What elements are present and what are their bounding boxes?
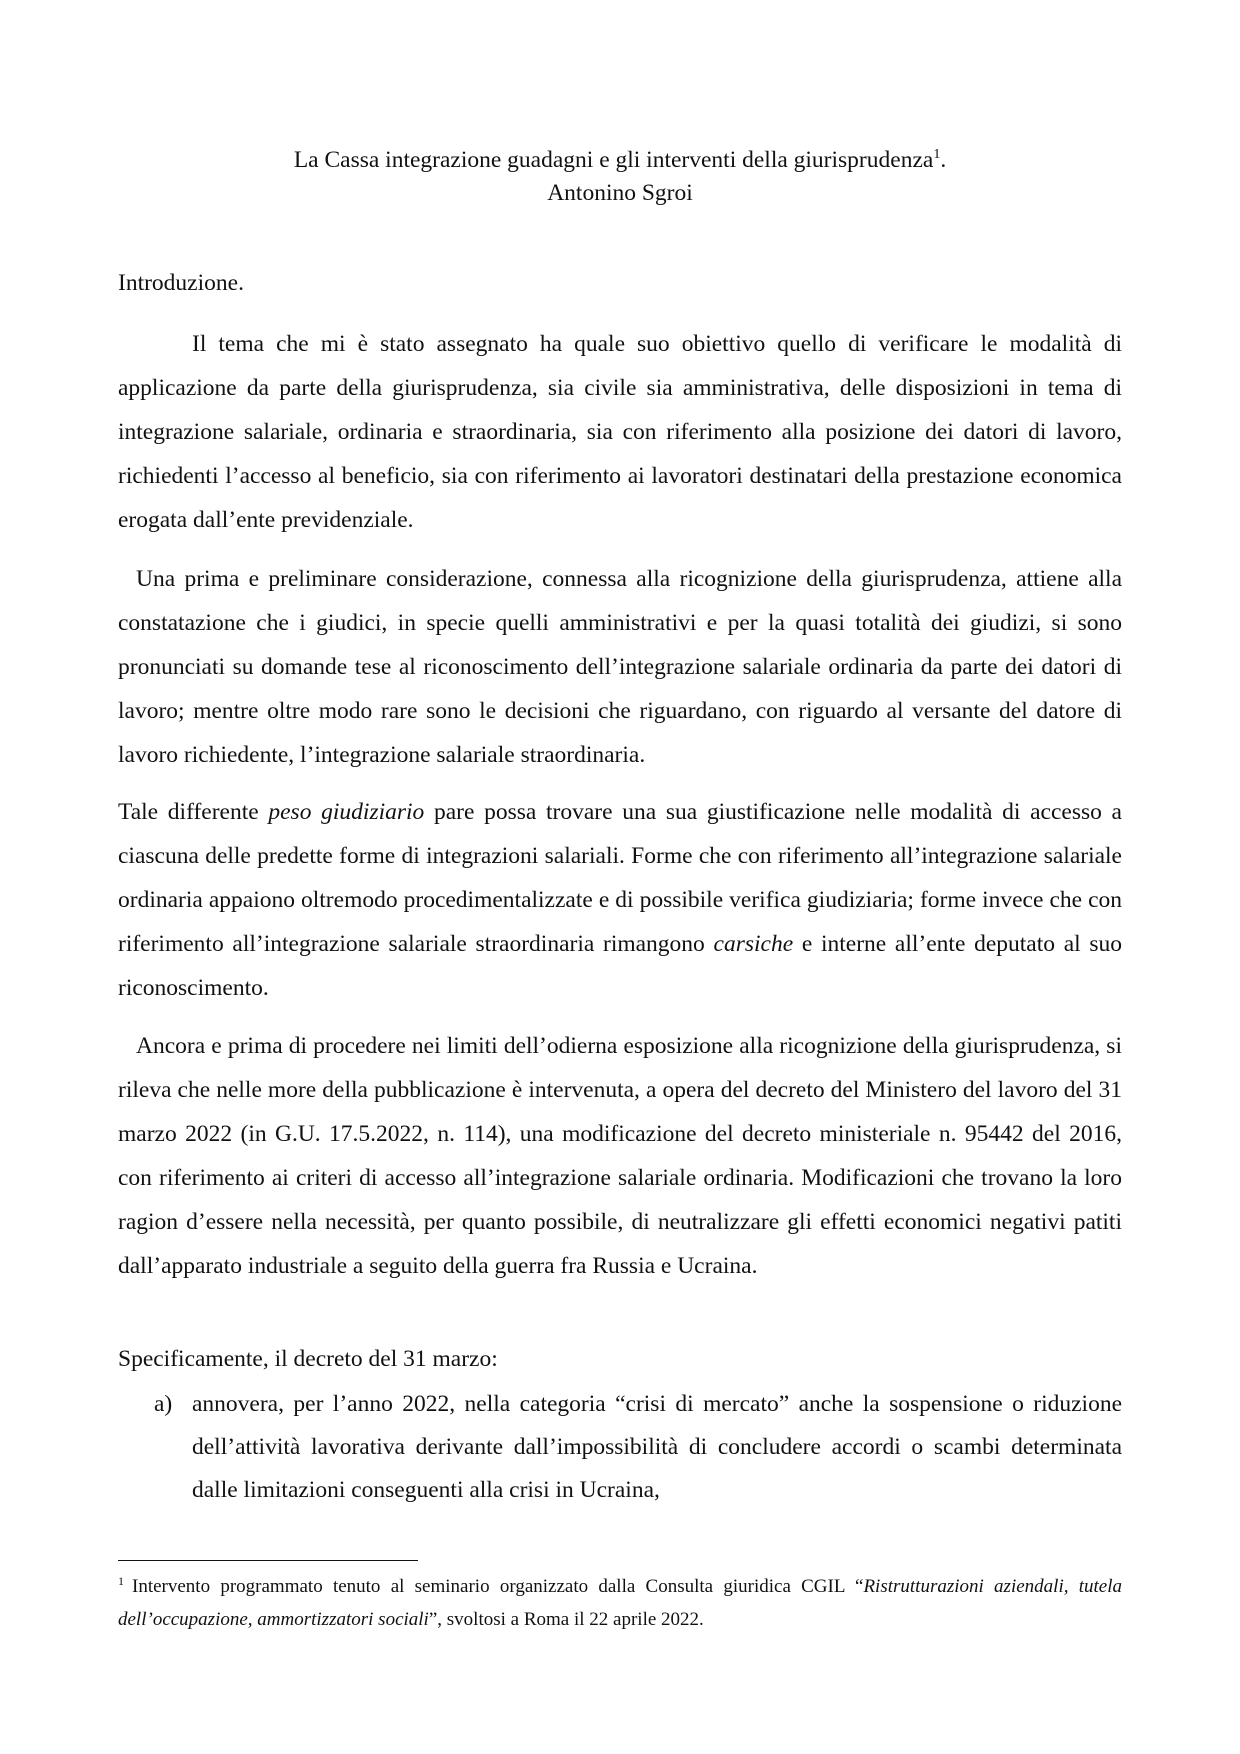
title-period: . xyxy=(940,147,947,173)
paragraph-3 xyxy=(118,790,1122,1010)
document-author: Antonino Sgroi xyxy=(547,180,693,206)
paragraph-3-text: e interne all’ente deputato al suo riconoscimento. xyxy=(118,931,1123,1001)
paragraph-3-emphasis: peso giudiziario xyxy=(268,799,425,825)
footnote xyxy=(118,1570,1122,1636)
paragraph-1: Il tema che mi è stato assegnato ha quale suo obiettivo quello di verificare le modalità di applicazione da parte della giurisprudenza, sia civile sia amministrativa, delle disposizioni in tema di integrazione salariale, ordinaria e straordinaria, sia con riferimento alla posizione dei datori di lavoro, richiedenti l’accesso al beneficio, sia con riferimento ai lavoratori destinatari della prestazione economica erogata dall’ente previdenziale. xyxy=(118,331,1122,533)
footnote-separator xyxy=(118,1560,418,1561)
section-heading: Introduzione. xyxy=(118,270,244,296)
footnote-text: ”, svoltosi a Roma il 22 aprile 2022. xyxy=(428,1609,704,1630)
list-marker: a) xyxy=(154,1391,173,1417)
paragraph-4: Ancora e prima di procedere nei limiti dell’odierna esposizione alla ricognizione della giurisprudenza, si rileva che nelle more della pubblicazione è intervenuta, a opera del decreto del Ministero del lavoro del 31 marzo 2022 (in G.U. 17.5.2022, n. 114), una modificazione del decreto ministeriale n. 95442 del 2016, con riferimento ai criteri di accesso all’integrazione salariale ordinaria. Modificazioni che trovano la loro ragion d’essere nella necessità, per quanto possibile, di neutralizzare gli effetti economici negativi patiti dall’apparato industriale a seguito della guerra fra Russia e Ucraina. xyxy=(118,1033,1122,1279)
paragraph-3-text: pare possa trovare una sua giustificazione nelle modalità di accesso a ciascuna delle predette forme di integrazioni salariali. Forme che con riferimento all’integrazione salariale ordinaria appaiono oltremodo procedimentalizzate e di possibile verifica giudiziaria; forme invece che con riferimento all’integrazione salariale straordinaria rimangono xyxy=(118,799,1122,957)
list-item xyxy=(118,1383,1122,1512)
paragraph-2: Una prima e preliminare considerazione, connessa alla ricognizione della giurisprudenza, attiene alla constatazione che i giudici, in specie quelli amministrativi e per la quasi totalità dei giudizi, si sono pronunciati su domande tese al riconoscimento dell’integrazione salariale ordinaria da parte dei datori di lavoro; mentre oltre modo rare sono le decisioni che riguardano, con riguardo al versante del datore di lavoro richiedente, l’integrazione salariale straordinaria. xyxy=(118,566,1122,768)
paragraph-3-text: Tale differente xyxy=(118,799,269,825)
footnote-emphasis: Ristrutturazioni aziendali, tutela dell’occupazione, ammortizzatori sociali xyxy=(118,1576,1122,1630)
title-footnote-ref[interactable]: 1 xyxy=(933,147,941,162)
paragraph-3-emphasis: carsiche xyxy=(713,931,794,957)
footnote-text: Intervento programmato tenuto al seminario organizzato dalla Consulta giuridica CGIL “ xyxy=(132,1576,864,1597)
paragraph-5: Specificamente, il decreto del 31 marzo: xyxy=(118,1346,498,1372)
title-text: La Cassa integrazione guadagni e gli interventi della giurisprudenza xyxy=(293,147,934,173)
document-title xyxy=(0,145,1240,175)
footnote-number: 1 xyxy=(118,1574,124,1588)
list-item-text: annovera, per l’anno 2022, nella categoria “crisi di mercato” anche la sospensione o riduzione dell’attività lavorativa derivante dall’impossibilità di concludere accordi o scambi determinata dalle limitazioni conseguenti alla crisi in Ucraina, xyxy=(192,1391,1122,1503)
